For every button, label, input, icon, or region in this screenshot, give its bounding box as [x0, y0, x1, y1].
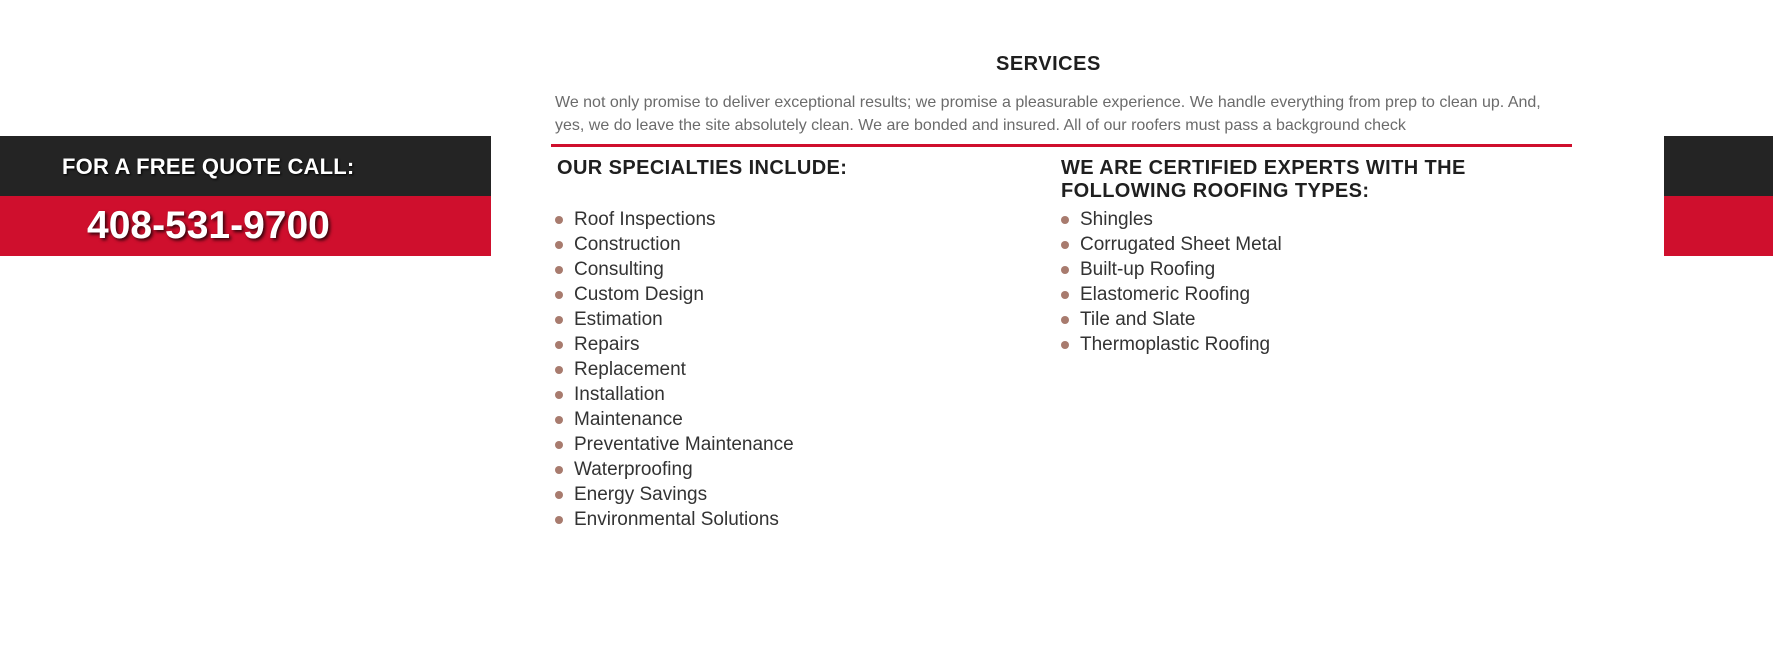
- list-item-label: Consulting: [574, 259, 664, 280]
- list-item: [1061, 332, 1282, 357]
- list-item: [555, 207, 794, 232]
- list-item-label: Environmental Solutions: [574, 509, 779, 530]
- bullet-icon: [1061, 341, 1069, 349]
- list-item: [555, 457, 794, 482]
- list-item-label: Preventative Maintenance: [574, 434, 794, 455]
- list-item-label: Corrugated Sheet Metal: [1080, 234, 1282, 255]
- list-item: [1061, 282, 1282, 307]
- specialties-heading: OUR SPECIALTIES INCLUDE:: [557, 157, 848, 179]
- services-title: SERVICES: [996, 53, 1101, 75]
- bullet-icon: [555, 516, 563, 524]
- list-item-label: Estimation: [574, 309, 663, 330]
- services-intro: We not only promise to deliver exceptional results; we promise a pleasurable experience. We handle everything from prep to clean up. And, yes, we do leave the site absolutely clean. We are bonded and insured. All of our roofers must pass a background check: [555, 94, 1541, 134]
- list-item: [555, 507, 794, 532]
- list-item: [1061, 307, 1282, 332]
- list-item: [1061, 257, 1282, 282]
- bullet-icon: [555, 391, 563, 399]
- bullet-icon: [1061, 266, 1069, 274]
- specialties-list: [555, 207, 794, 532]
- list-item: [555, 432, 794, 457]
- bullet-icon: [555, 416, 563, 424]
- decorative-side-bar: [1664, 136, 1773, 256]
- list-item-label: Installation: [574, 384, 665, 405]
- certified-heading: WE ARE CERTIFIED EXPERTS WITH THE FOLLOWING ROOFING TYPES:: [1061, 157, 1466, 202]
- list-item: [555, 482, 794, 507]
- list-item-label: Tile and Slate: [1080, 309, 1196, 330]
- list-item-label: Shingles: [1080, 209, 1153, 230]
- list-item-label: Energy Savings: [574, 484, 708, 505]
- list-item: [555, 382, 794, 407]
- list-item: [1061, 232, 1282, 257]
- bullet-icon: [1061, 316, 1069, 324]
- list-item: [555, 257, 794, 282]
- list-item-label: Roof Inspections: [574, 209, 716, 230]
- list-item-label: Custom Design: [574, 284, 704, 305]
- bullet-icon: [555, 341, 563, 349]
- list-item-label: Replacement: [574, 359, 686, 380]
- list-item: [555, 307, 794, 332]
- bullet-icon: [555, 366, 563, 374]
- bullet-icon: [555, 491, 563, 499]
- list-item: [555, 332, 794, 357]
- list-item-label: Built-up Roofing: [1080, 259, 1216, 280]
- phone-number-link[interactable]: 408-531-9700: [0, 196, 491, 256]
- certified-roofing-list: [1061, 207, 1282, 357]
- bullet-icon: [555, 216, 563, 224]
- list-item-label: Thermoplastic Roofing: [1080, 334, 1271, 355]
- bullet-icon: [555, 241, 563, 249]
- decorative-bar-red: [1664, 196, 1773, 256]
- list-item: [555, 232, 794, 257]
- list-item-label: Repairs: [574, 334, 640, 355]
- list-item: [555, 357, 794, 382]
- bullet-icon: [555, 266, 563, 274]
- bullet-icon: [1061, 291, 1069, 299]
- bullet-icon: [1061, 216, 1069, 224]
- decorative-bar-dark: [1664, 136, 1773, 196]
- list-item: [1061, 207, 1282, 232]
- list-item-label: Waterproofing: [574, 459, 693, 480]
- bullet-icon: [555, 441, 563, 449]
- list-item-label: Elastomeric Roofing: [1080, 284, 1251, 305]
- bullet-icon: [555, 466, 563, 474]
- list-item-label: Maintenance: [574, 409, 683, 430]
- section-divider: [551, 144, 1572, 147]
- free-quote-banner: [0, 136, 491, 256]
- list-item-label: Construction: [574, 234, 681, 255]
- list-item: [555, 407, 794, 432]
- bullet-icon: [555, 291, 563, 299]
- list-item: [555, 282, 794, 307]
- bullet-icon: [1061, 241, 1069, 249]
- free-quote-label: FOR A FREE QUOTE CALL:: [0, 136, 491, 196]
- bullet-icon: [555, 316, 563, 324]
